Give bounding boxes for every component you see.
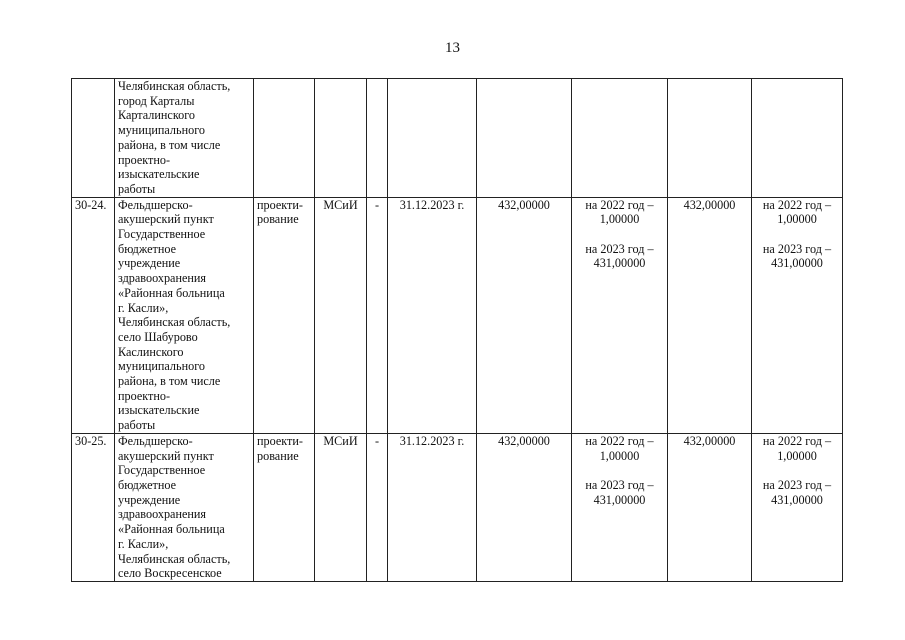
work-type-line: проекти-	[257, 197, 303, 212]
object-name-cell	[115, 79, 254, 198]
object-name-line: Фельдшерско-	[118, 197, 193, 212]
object-name-line: г. Касли»,	[118, 300, 169, 315]
deadline-cell	[388, 197, 477, 433]
object-name-line: г. Касли»,	[118, 536, 169, 551]
total-funding: 432,00000	[683, 433, 736, 448]
object-name-line: изыскательские	[118, 167, 200, 182]
yearly-funding-line: 1,00000	[777, 212, 817, 227]
organization-cell	[315, 433, 367, 581]
yearly-cost-cell	[572, 79, 668, 198]
work-type-line: проекти-	[257, 433, 303, 448]
work-type-line: рование	[257, 448, 299, 463]
organization: МСиИ	[323, 433, 358, 448]
yearly-cost-cell	[572, 197, 668, 433]
object-name-line: село Воскресенское	[118, 566, 222, 581]
dash-cell	[367, 433, 388, 581]
object-name-line: здравоохранения	[118, 271, 207, 286]
yearly-funding-cell	[752, 79, 843, 198]
deadline-date: 31.12.2023 г.	[399, 197, 465, 212]
yearly-cost-line: 1,00000	[599, 448, 640, 463]
yearly-funding-line: на 2023 год –	[762, 477, 832, 492]
object-name-line: Карталинского	[118, 108, 196, 123]
row-number: 30-25.	[75, 433, 107, 448]
object-name-cell	[115, 197, 254, 433]
row-number-cell	[72, 197, 115, 433]
object-name-line: муниципального	[118, 359, 205, 374]
object-name-line: Фельдшерско-	[118, 433, 193, 448]
object-name-line: город Карталы	[118, 93, 195, 108]
dash-cell	[367, 79, 388, 198]
total-cost-cell	[477, 79, 572, 198]
object-name-line: бюджетное	[118, 477, 177, 492]
data-table	[71, 78, 843, 582]
yearly-cost-line: на 2023 год –	[585, 241, 654, 256]
yearly-cost-cell	[572, 433, 668, 581]
object-name-line: учреждение	[118, 492, 181, 507]
yearly-funding-line: на 2023 год –	[762, 241, 832, 256]
work-type-cell	[254, 79, 315, 198]
object-name-line: село Шабурово	[118, 329, 198, 344]
organization-cell	[315, 197, 367, 433]
work-type-line: рование	[257, 212, 299, 227]
yearly-funding-line: на 2022 год –	[762, 197, 832, 212]
object-name-line: Государственное	[118, 463, 206, 478]
object-name-line: «Районная больница	[118, 522, 225, 537]
object-name-line: бюджетное	[118, 241, 177, 256]
row-number-cell	[72, 433, 115, 581]
object-name-line: района, в том числе	[118, 137, 221, 152]
object-name-line: работы	[118, 181, 156, 196]
total-cost: 432,00000	[498, 197, 550, 212]
organization-cell	[315, 79, 367, 198]
object-name-line: работы	[118, 418, 156, 433]
yearly-funding-cell	[752, 433, 843, 581]
object-name-line: здравоохранения	[118, 507, 207, 522]
yearly-cost-line: на 2023 год –	[585, 477, 654, 492]
yearly-funding-line: 1,00000	[777, 448, 817, 463]
total-cost-cell	[477, 433, 572, 581]
spacer	[755, 463, 839, 478]
row-number-cell	[72, 79, 115, 198]
total-funding-cell	[668, 197, 752, 433]
object-name-line: «Районная больница	[118, 285, 225, 300]
yearly-cost-line: 431,00000	[593, 492, 646, 507]
total-cost: 432,00000	[498, 433, 550, 448]
yearly-cost-line: 1,00000	[599, 212, 640, 227]
object-name-line: проектно-	[118, 388, 171, 403]
object-name-cell	[115, 433, 254, 581]
spacer	[755, 227, 839, 242]
spacer	[575, 463, 664, 478]
work-type-cell	[254, 433, 315, 581]
object-name-line: Государственное	[118, 227, 206, 242]
yearly-funding-cell	[752, 197, 843, 433]
spacer	[575, 227, 664, 242]
table-row	[72, 79, 843, 198]
row-number: 30-24.	[75, 197, 107, 212]
object-name-line: Челябинская область,	[118, 551, 231, 566]
object-name-line: акушерский пункт	[118, 448, 214, 463]
object-name-line: Челябинская область,	[118, 315, 231, 330]
page-number: 13	[445, 40, 460, 56]
object-name-line: муниципального	[118, 123, 205, 138]
object-name-line: района, в том числе	[118, 374, 221, 389]
object-name-line: изыскательские	[118, 403, 200, 418]
object-name-line: учреждение	[118, 256, 181, 271]
total-funding-cell	[668, 79, 752, 198]
yearly-funding-line: на 2022 год –	[762, 433, 832, 448]
table-row	[72, 433, 843, 581]
object-name-line: акушерский пункт	[118, 212, 214, 227]
organization: МСиИ	[323, 197, 358, 212]
table-row	[72, 197, 843, 433]
work-type-cell	[254, 197, 315, 433]
yearly-funding-line: 431,00000	[771, 492, 823, 507]
yearly-cost-line: на 2022 год –	[585, 197, 654, 212]
table-body	[72, 79, 843, 582]
dash: -	[374, 197, 380, 212]
deadline-cell	[388, 433, 477, 581]
object-name-line: Челябинская область,	[118, 79, 231, 93]
object-name-line: проектно-	[118, 152, 171, 167]
yearly-cost-line: на 2022 год –	[585, 433, 654, 448]
dash: -	[374, 433, 380, 448]
yearly-cost-line: 431,00000	[593, 256, 646, 271]
total-cost-cell	[477, 197, 572, 433]
object-name-line: Каслинского	[118, 344, 184, 359]
deadline-cell	[388, 79, 477, 198]
yearly-funding-line: 431,00000	[771, 256, 823, 271]
total-funding: 432,00000	[683, 197, 736, 212]
dash-cell	[367, 197, 388, 433]
total-funding-cell	[668, 433, 752, 581]
deadline-date: 31.12.2023 г.	[399, 433, 465, 448]
